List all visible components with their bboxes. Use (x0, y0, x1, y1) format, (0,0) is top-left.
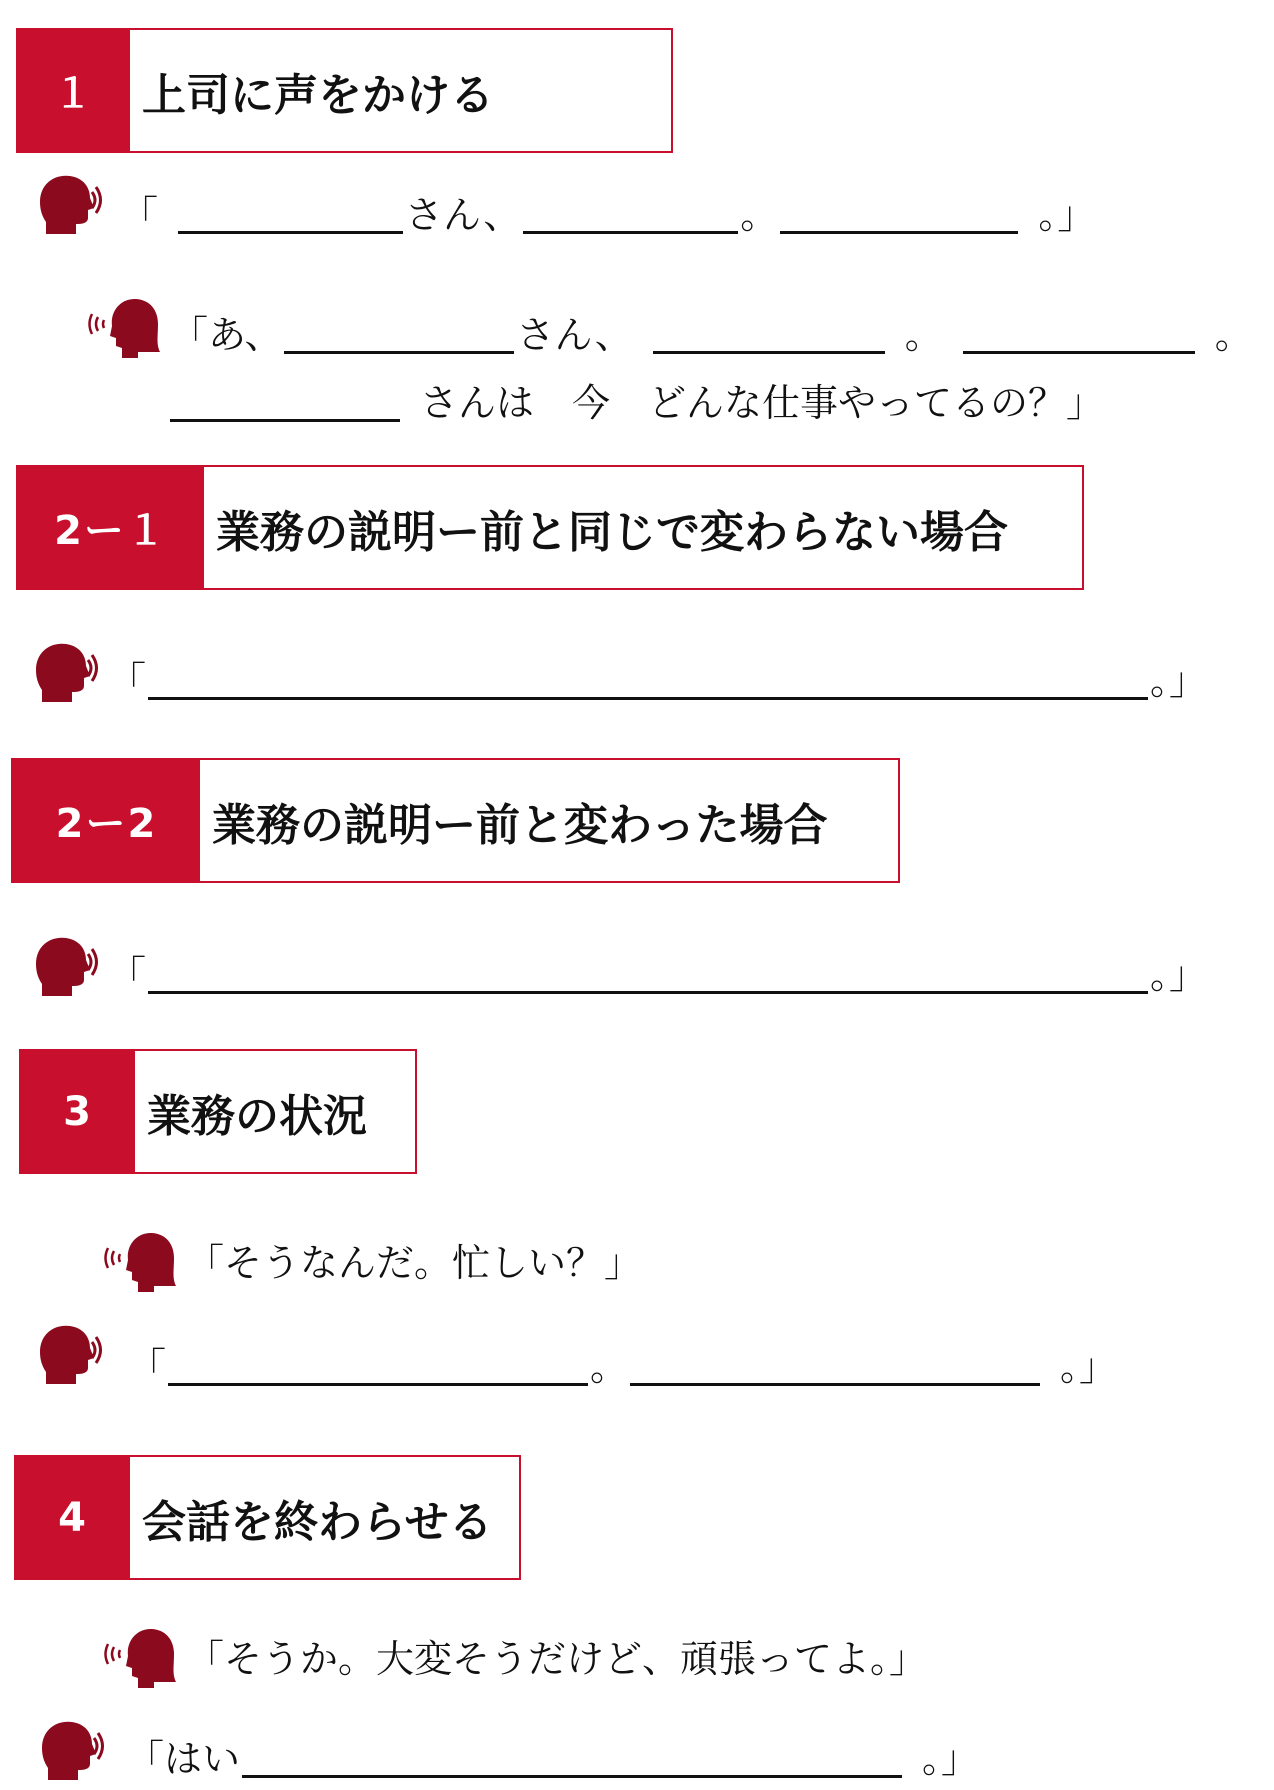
section-banner-2-1 (16, 465, 1084, 590)
section-banner-1 (16, 28, 673, 153)
dialogue-line-boss: 「あ、 さん、 。 。 (170, 313, 1253, 357)
section-number: 2ー2 (13, 760, 200, 881)
section-number: 2ー１ (18, 467, 204, 588)
dialogue-line-boss: 「そうなんだ。忙しい？」 (186, 1241, 643, 1285)
speaking-head-icon (32, 172, 104, 240)
section-banner-2-2 (11, 758, 900, 883)
answer-blank[interactable] (653, 321, 885, 354)
section-number: 4 (16, 1457, 130, 1578)
dialogue-line-boss-cont: さんは 今 どんな仕事やってるの？」 (168, 384, 1104, 422)
answer-blank[interactable] (170, 389, 400, 422)
speaking-head-icon (28, 640, 100, 708)
listening-woman-icon (104, 1230, 180, 1292)
dialogue-line-me: 「 さん、 。 。」 (120, 193, 1096, 237)
section-title: 業務の説明ー前と変わった場合 (212, 799, 828, 851)
answer-blank[interactable] (284, 321, 514, 354)
section-title: 業務の説明ー前と同じで変わらない場合 (216, 506, 1008, 558)
answer-blank[interactable] (630, 1353, 1040, 1386)
dialogue-line-boss: 「そうか。大変そうだけど、頑張ってよ。」 (186, 1637, 928, 1681)
speaking-head-icon (34, 1718, 106, 1786)
answer-blank[interactable] (148, 961, 1148, 994)
answer-blank[interactable] (148, 667, 1148, 700)
speaking-head-icon (32, 1322, 104, 1390)
answer-blank[interactable] (963, 321, 1195, 354)
section-title: 会話を終わらせる (142, 1496, 493, 1548)
listening-woman-icon (88, 296, 164, 358)
section-banner-3 (19, 1049, 417, 1174)
answer-blank[interactable] (168, 1353, 588, 1386)
section-title: 業務の状況 (147, 1090, 367, 1142)
answer-blank[interactable] (780, 201, 1018, 234)
section-banner-4 (14, 1455, 521, 1580)
dialogue-line-me: 「はい 。」 (126, 1737, 980, 1781)
open-bracket: 「 (120, 193, 159, 237)
answer-blank[interactable] (523, 201, 738, 234)
speaking-head-icon (28, 934, 100, 1002)
dialogue-line-me: 「 。 。」 (128, 1345, 1118, 1389)
answer-blank[interactable] (178, 201, 403, 234)
listening-woman-icon (104, 1626, 180, 1688)
answer-blank[interactable] (242, 1745, 902, 1778)
section-title: 上司に声をかける (142, 69, 494, 121)
dialogue-line-me: 「 。」 (108, 659, 1208, 703)
section-number: 3 (21, 1051, 135, 1172)
dialogue-line-me: 「 。」 (108, 953, 1208, 997)
section-number: １ (18, 30, 130, 151)
